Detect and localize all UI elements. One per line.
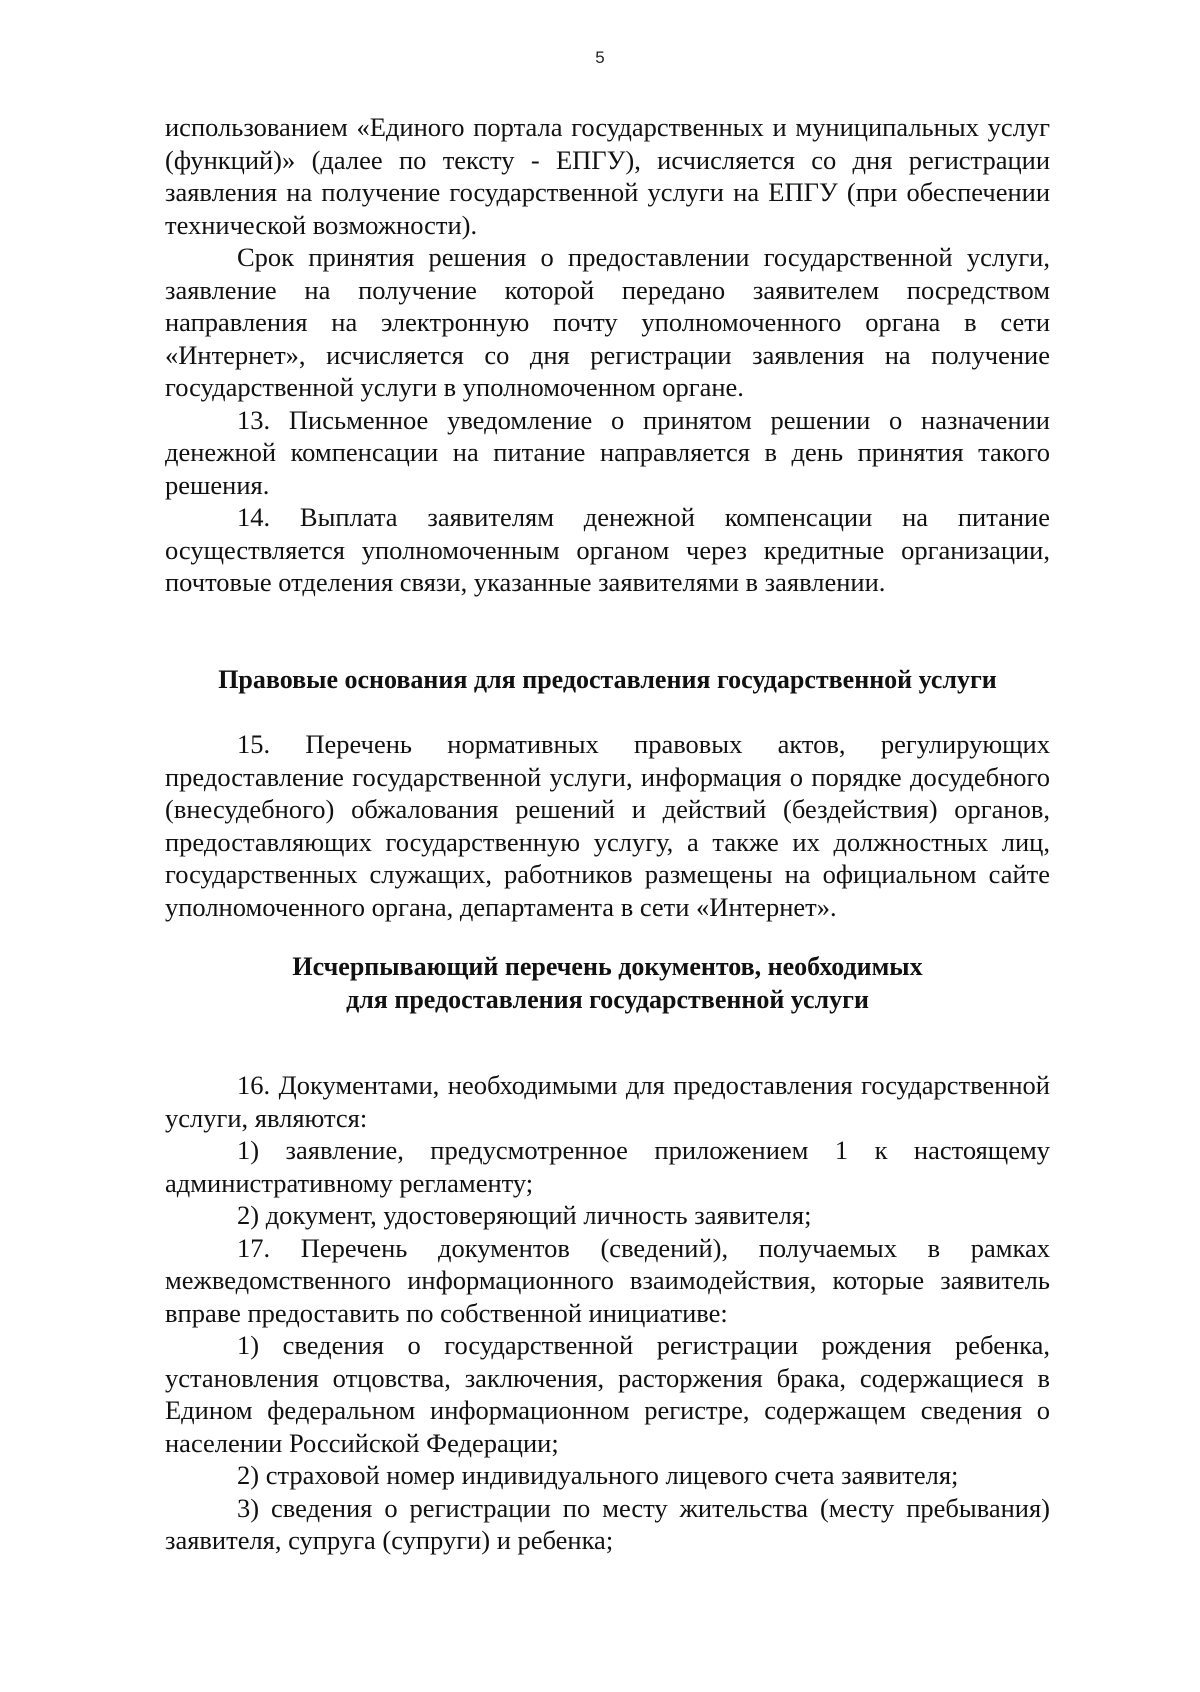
list-item-17-1: 1) сведения о государственной регистрации рождения ребенка, установления отцовства, заключения, расторжения брака, содержащиеся в Едином федеральном информационном регистре, содержащем сведения о населении Российской Федерации; (165, 1330, 1050, 1458)
text-block-documents (165, 1069, 1050, 1557)
text-block-deadlines (165, 111, 1050, 599)
list-item-16-2: 2) документ, удостоверяющий личность заявителя; (237, 1200, 812, 1230)
paragraph-15: 15. Перечень нормативных правовых актов, регулирующих предоставление государственной услуги, информация о порядке досудебного (внесудебного) обжалования решений и действий (бездействия) органов, предоставляющих государственную услугу, а также их должностных лиц, государственных служащих, работников размещены на официальном сайте уполномоченного органа, департамента в сети «Интернет». (165, 729, 1050, 922)
list-item-17-3: 3) сведения о регистрации по месту жительства (месту пребывания) заявителя, супруга (супруги) и ребенка; (165, 1492, 1050, 1555)
paragraph-email-deadline: Срок принятия решения о предоставлении государственной услуги, заявление на получение которой передано заявителем посредством направления на электронную почту уполномоченного органа в сети «Интернет», исчисляется со дня регистрации заявления на получение государственной услуги в уполномоченном органе. (165, 242, 1050, 402)
paragraph-13: 13. Письменное уведомление о принятом решении о назначении денежной компенсации на питание направляется в день принятия такого решения. (165, 404, 1050, 500)
paragraph-16: 16. Документами, необходимыми для предоставления государственной услуги, являются: (165, 1070, 1050, 1133)
list-item-16-1: 1) заявление, предусмотренное приложением 1 к настоящему административному регламенту; (165, 1135, 1050, 1198)
paragraph-17: 17. Перечень документов (сведений), получаемых в рамках межведомственного информационного взаимодействия, которые заявитель вправе предоставить по собственной инициативе: (165, 1232, 1050, 1328)
section-heading-documents (165, 951, 1050, 1016)
paragraph-14: 14. Выплата заявителям денежной компенсации на питание осуществляется уполномоченным органом через кредитные организации, почтовые отделения связи, указанные заявителями в заявлении. (165, 502, 1050, 597)
paragraph-epgu-deadline: использованием «Единого портала государственных и муниципальных услуг (функций)» (далее по тексту - ЕПГУ), исчисляется со дня регистрации заявления на получение государственной услуги на ЕПГУ (при обеспечении технической возможности). (165, 112, 1050, 240)
heading-line-2: для предоставления государственной услуги (346, 984, 869, 1014)
list-item-17-2: 2) страховой номер индивидуального лицевого счета заявителя; (237, 1460, 959, 1490)
text-block-legal-acts (165, 728, 1050, 923)
section-heading-legal-basis: Правовые основания для предоставления государственной услуги (218, 665, 997, 694)
page-number: 5 (595, 48, 605, 67)
heading-line-1: Исчерпывающий перечень документов, необходимых (292, 952, 923, 981)
